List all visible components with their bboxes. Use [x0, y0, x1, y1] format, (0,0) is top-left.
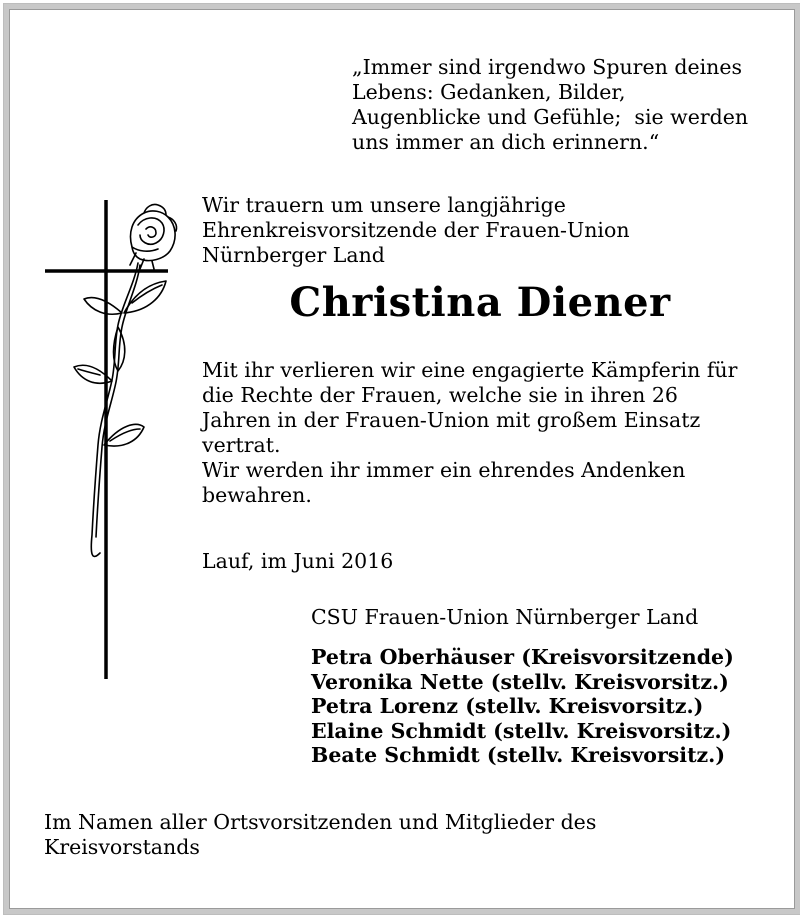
tribute-line: Wir werden ihr immer ein ehrendes Andenken	[202, 458, 686, 482]
footer-line: Im Namen aller Ortsvorsitzenden und Mitglieder des	[44, 810, 597, 834]
footer-line: Kreisvorstands	[44, 835, 200, 859]
mourning-intro	[202, 193, 630, 268]
intro-line: Ehrenkreisvorsitzende der Frauen-Union	[202, 218, 630, 242]
tribute-line: Mit ihr verlieren wir eine engagierte Kämpferin für	[202, 358, 738, 382]
quote-line: Lebens: Gedanken, Bilder,	[352, 80, 626, 104]
tribute-line: vertrat.	[202, 433, 281, 457]
organization-name: CSU Frauen-Union Nürnberger Land	[311, 605, 699, 629]
intro-line: Nürnberger Land	[202, 243, 385, 267]
rose-icon	[74, 204, 177, 556]
tribute-text	[202, 358, 737, 508]
deceased-name: Christina Diener	[289, 279, 671, 326]
signer-name: Elaine Schmidt (stellv. Kreisvorsitz.)	[311, 718, 732, 743]
intro-line: Wir trauern um unsere langjährige	[202, 193, 566, 217]
tribute-line: die Rechte der Frauen, welche sie in ihren 26	[202, 383, 678, 407]
quote-line: Augenblicke und Gefühle; sie werden	[352, 105, 749, 129]
signer-list	[311, 645, 734, 768]
memorial-quote	[352, 55, 748, 155]
quote-line: uns immer an dich erinnern.“	[352, 130, 660, 154]
signer-name: Veronika Nette (stellv. Kreisvorsitz.)	[311, 669, 729, 694]
footer-text	[44, 810, 596, 860]
cross-icon	[45, 200, 168, 679]
place-and-date: Lauf, im Juni 2016	[202, 549, 394, 573]
cross-with-rose-icon	[40, 195, 180, 685]
signer-name: Petra Lorenz (stellv. Kreisvorsitz.)	[311, 694, 704, 718]
tribute-line: bewahren.	[202, 483, 312, 507]
signer-name: Beate Schmidt (stellv. Kreisvorsitz.)	[311, 743, 726, 767]
signer-name: Petra Oberhäuser (Kreisvorsitzende)	[311, 645, 734, 669]
quote-line: „Immer sind irgendwo Spuren deines	[352, 55, 742, 79]
tribute-line: Jahren in der Frauen-Union mit großem Einsatz	[202, 408, 701, 432]
